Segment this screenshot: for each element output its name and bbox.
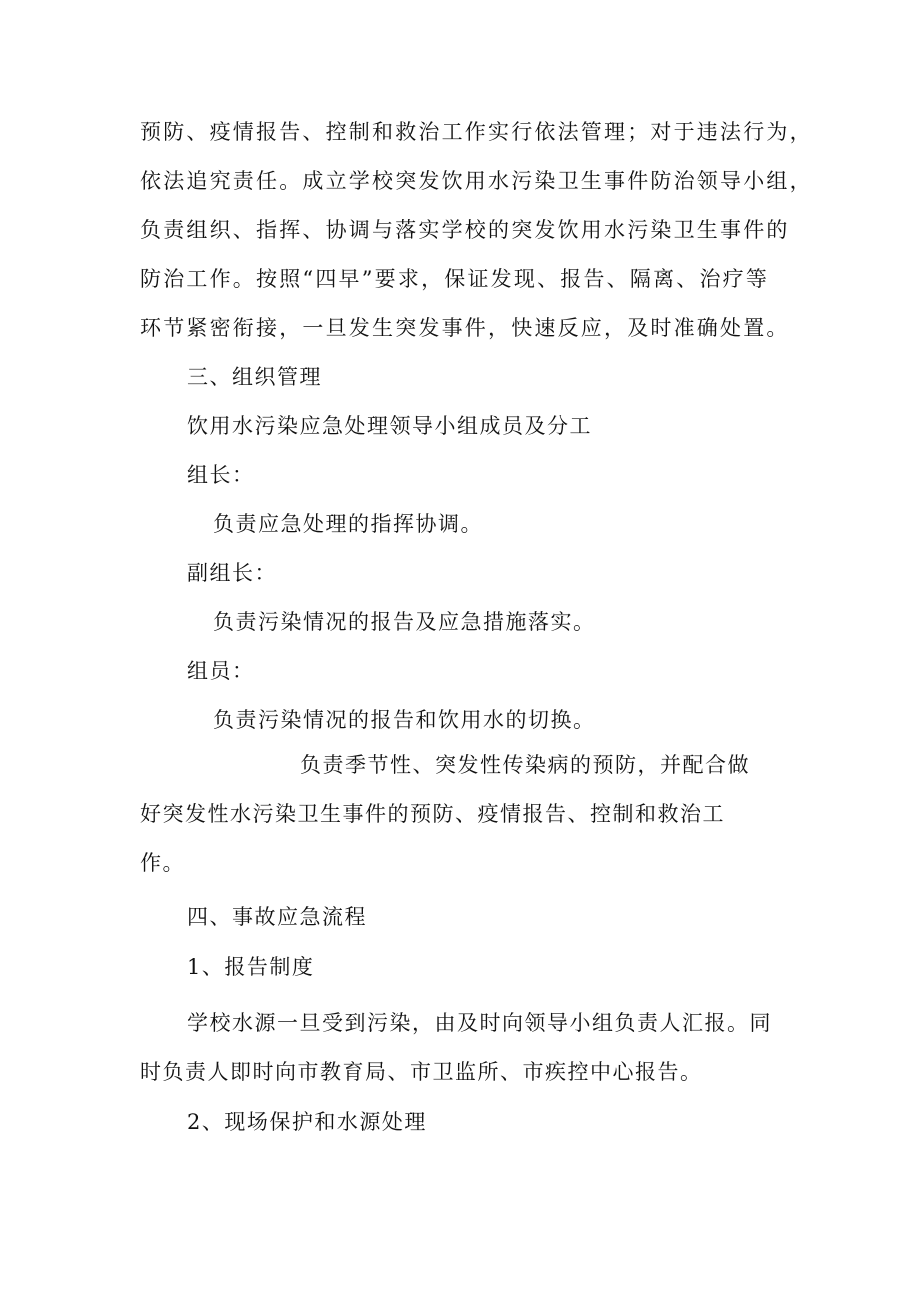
member-duty: 负责污染情况的报告和饮用水的切换。	[213, 708, 596, 732]
group-title: 饮用水污染应急处理领导小组成员及分工	[187, 414, 592, 438]
paragraph-line: 负责组织、指挥、协调与落实学校的突发饮用水污染卫生事件的	[140, 218, 790, 242]
member-label: 组员：	[187, 659, 255, 683]
leader-duty: 负责应急处理的指挥协调。	[213, 512, 483, 536]
subsection-heading: 2、现场保护和水源处理	[187, 1110, 427, 1134]
paragraph-line: 好突发性水污染卫生事件的预防、疫情报告、控制和救治工	[140, 802, 725, 826]
paragraph-line: 学校水源一旦受到污染，由及时向领导小组负责人汇报。同	[187, 1011, 772, 1035]
paragraph-line: 依法追究责任。成立学校突发饮用水污染卫生事件防治领导小组，	[140, 169, 813, 193]
paragraph-line: 作。	[140, 851, 185, 875]
paragraph-line: 环节紧密衔接，一旦发生突发事件，快速反应，及时准确处置。	[140, 316, 790, 340]
paragraph-line: 时负责人即时向市教育局、市卫监所、市疾控中心报告。	[140, 1060, 703, 1084]
paragraph-line: 预防、疫情报告、控制和救治工作实行依法管理；对于违法行为，	[140, 120, 813, 144]
paragraph-line: 负责季节性、突发性传染病的预防，并配合做	[300, 753, 750, 777]
subsection-heading: 1、报告制度	[187, 955, 315, 979]
leader-label: 组长：	[187, 463, 255, 487]
deputy-duty: 负责污染情况的报告及应急措施落实。	[213, 610, 596, 634]
paragraph-line: 防治工作。按照“四早”要求，保证发现、报告、隔离、治疗等	[140, 267, 770, 291]
deputy-label: 副组长：	[187, 561, 277, 585]
section-heading: 三、组织管理	[187, 365, 322, 389]
section-heading: 四、事故应急流程	[187, 905, 367, 929]
